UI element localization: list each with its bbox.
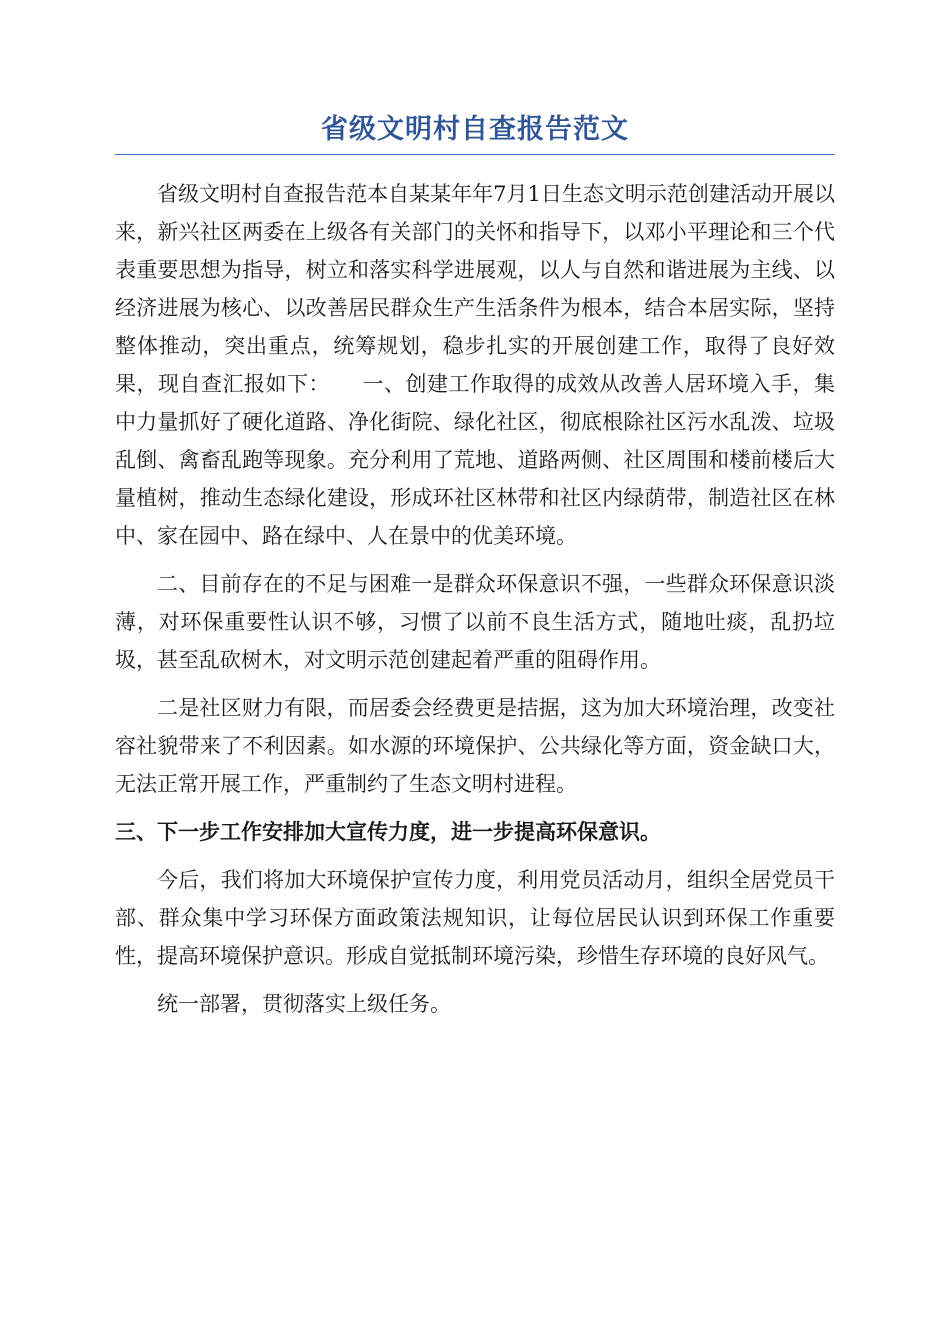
document-title: 省级文明村自查报告范文 bbox=[321, 114, 629, 145]
paragraph-finance: 二是社区财力有限，而居委会经费更是拮据，这为加大环境治理，改变社容社貌带来了不利因素。如水源的环境保护、公共绿化等方面，资金缺口大，无法正常开展工作，严重制约了生态文明村进程。 bbox=[115, 696, 835, 796]
paragraph-plan: 今后，我们将加大环境保护宣传力度，利用党员活动月，组织全居党员干部、群众集中学习环保方面政策法规知识，让每位居民认识到环保工作重要性，提高环境保护意识。形成自觉抵制环境污染，珍惜生存环境的良好风气。 bbox=[115, 868, 835, 968]
document-page bbox=[115, 108, 835, 1033]
paragraph-closing: 统一部署，贯彻落实上级任务。 bbox=[157, 992, 451, 1016]
title-underline bbox=[115, 154, 835, 155]
paragraph-intro: 省级文明村自查报告范本自某某年年7月1日生态文明示范创建活动开展以来，新兴社区两委在上级各有关部门的关怀和指导下，以邓小平理论和三个代表重要思想为指导，树立和落实科学进展观，以人与自然和谐进展为主线、以经济进展为核心、以改善居民群众生产生活条件为根本，结合本居实际，坚持整体推动，突出重点，统筹规划，稳步扎实的开展创建工作，取得了良好效果，现自查汇报如下： 一、创建工作取得的成效从改善人居环境入手，集中力量抓好了硬化道路、净化街院、绿化社区，彻底根除社区污水乱泼、垃圾乱倒、禽畜乱跑等现象。充分利用了荒地、道路两侧、社区周围和楼前楼后大量植树，推动生态绿化建设，形成环社区林带和社区内绿荫带，制造社区在林中、家在园中、路在绿中、人在景中的优美环境。 bbox=[115, 182, 835, 548]
paragraph-difficulties: 二、目前存在的不足与困难一是群众环保意识不强，一些群众环保意识淡薄，对环保重要性认识不够，习惯了以前不良生活方式，随地吐痰，乱扔垃圾，甚至乱砍树木，对文明示范创建起着严重的阻碍作用。 bbox=[115, 572, 835, 672]
section-heading-next-steps: 三、下一步工作安排加大宣传力度，进一步提高环保意识。 bbox=[115, 820, 661, 844]
